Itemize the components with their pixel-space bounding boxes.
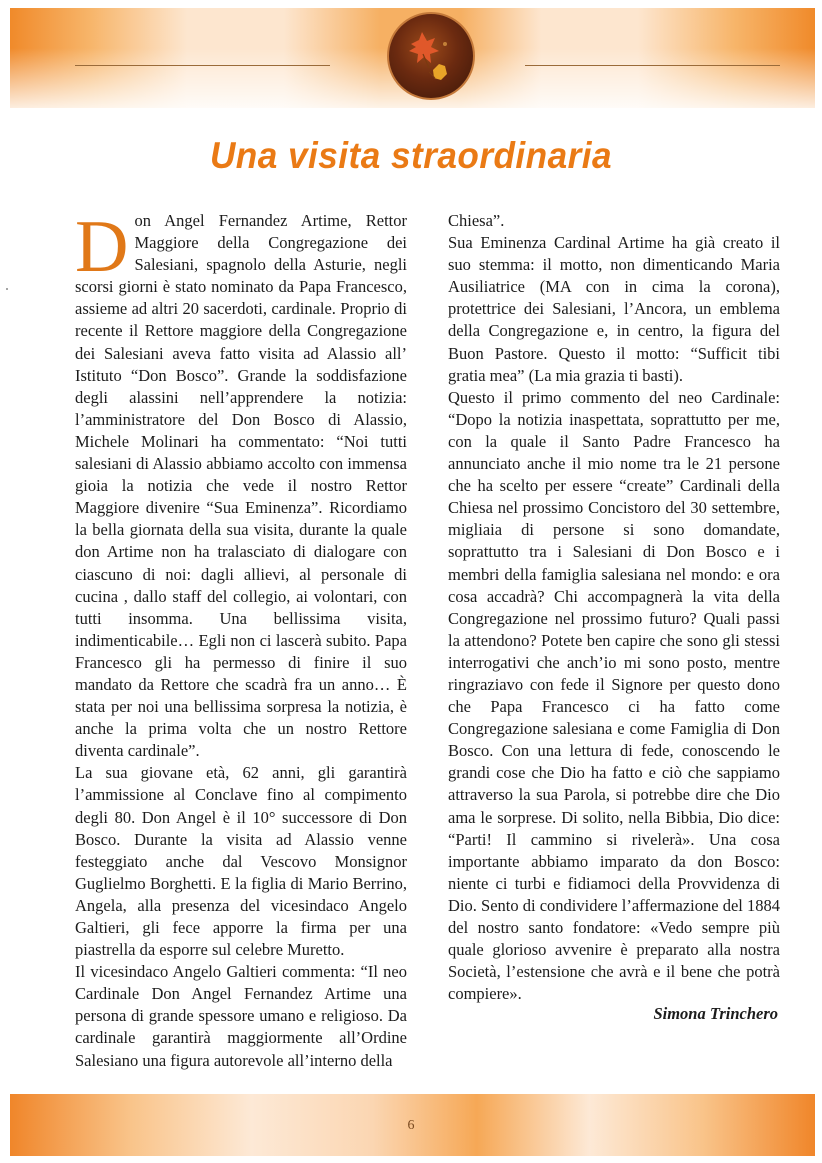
paragraph-text: on Angel Fernandez Artime, Rettor Maggiore della Congregazione dei Salesiani, spagnolo della Asturie, negli scorsi giorni è stato nominato da Papa Francesco, assieme ad altri 20 sacerdoti, cardinale. Proprio di recente il Rettore maggiore della Congregazione dei Salesiani aveva fatto visita ad Alassio all’ Istituto “Don Bosco”. Grande la soddisfazione degli alassini nell’apprendere la notizia: l’amministratore del Don Bosco di Alassio, Michele Molinari ha commentato: “Noi tutti salesiani di Alassio abbiamo accolto con immensa gioia la notizia che vede il nostro Rettor Maggiore divenire “Sua Eminenza”. Ricordiamo la bella giornata della sua visita, durante la quale don Artime non ha tralasciato di dialogare con ciascuno di noi: dagli allievi, al personale di cucina , dallo staff del collegio, ai volontari, con tutti insomma. Una bellissima visita, indimenticabile… Egli non ci lascerà subito. Papa Francesco gli ha permesso di finire il suo mandato da Rettore che scadrà fra un anno… È stata per noi una bellissima sorpresa la notizia, è anche la prima volta che un nostro Rettore diventa cardinale”. — [75, 211, 407, 761]
paragraph: Sua Eminenza Cardinal Artime ha già creato il suo stemma: il motto, non dimenticando Maria Ausiliatrice (MA con in cima la corona), protettrice dei Salesiani, l’Ancora, un emblema della Congregazione e, in centro, la figura del Buon Pastore. Questo il motto: “Sufficit tibi gratia mea” (La mia grazia ti basti). — [448, 233, 780, 385]
scan-speck — [6, 288, 8, 290]
article-title: Una visita straordinaria — [209, 135, 613, 176]
page-number: 6 — [407, 1118, 415, 1133]
autumn-leaves-icon — [387, 12, 475, 100]
paragraph — [75, 206, 407, 762]
left-column — [75, 206, 407, 1072]
header-rule-left — [75, 65, 330, 66]
drop-cap: D — [75, 206, 129, 288]
header-rule-right — [525, 65, 780, 66]
paragraph: Il vicesindaco Angelo Galtieri commenta: “Il neo Cardinale Don Angel Fernandez Artime una persona di grande spessore umano e religioso. Da cardinale garantirà maggiormente all’Ordine Salesiano una figura autorevole all’interno della — [75, 962, 407, 1070]
paragraph: Chiesa”. — [448, 211, 505, 230]
paragraph: Questo il primo commento del neo Cardinale: “Dopo la notizia inaspettata, soprattutto per me, con la quale il Santo Padre Francesco ha annunciato anche il mio nome tra le 21 persone che ha scelto per essere “create” Cardinali della Chiesa nel prossimo Concistoro del 30 settembre, migliaia di persone si sono domandate, soprattutto tra i Salesiani di Don Bosco e i membri della famiglia salesiana nel mondo: e ora cosa accadrà? Chi accompagnerà la vita della Congregazione nel prossimo futuro? Quali passi la attendono? Potete ben capire che sono gli stessi interrogativi che anch’io mi sono posto, mentre ringraziavo con fede il Signore per questo dono che Papa Francesco ci ha fatto come Congregazione salesiana e come Famiglia di Don Bosco. Con una lettura di fede, conoscendo le grandi cose che Dio ha fatto e ciò che sappiamo attraverso la sua Parola, si potrebbe dire che Dio ama le sorprese. Di solito, nella Bibbia, Dio dice: “Parti! Il cammino si rivelerà». Una cosa importante abbiamo imparato da don Bosco: niente ci turbi e fidiamoci della Provvidenza di Dio. Sento di condividere l’affermazione del 1884 del nostro santo fondatore: «Vedo sempre più quale glorioso avvenire è preparato alla nostra Società, l’estensione che avrà e il bene che potrà compiere». — [448, 387, 780, 1004]
paragraph: La sua giovane età, 62 anni, gli garantirà l’ammissione al Conclave fino al compimento degli 80. Don Angel è il 10° successore di Don Bosco. Durante la visita ad Alassio venne festeggiato anche dal Vescovo Monsignor Guglielmo Borghetti. E la figlia di Mario Berrino, Angela, alla presenza del vicesindaco Angelo Galtieri, gli fece apporre la firma per una piastrella da esporre sul celebre Muretto. — [75, 763, 407, 960]
author-signature: Simona Trinchero — [653, 1004, 778, 1023]
right-column — [448, 210, 780, 1005]
